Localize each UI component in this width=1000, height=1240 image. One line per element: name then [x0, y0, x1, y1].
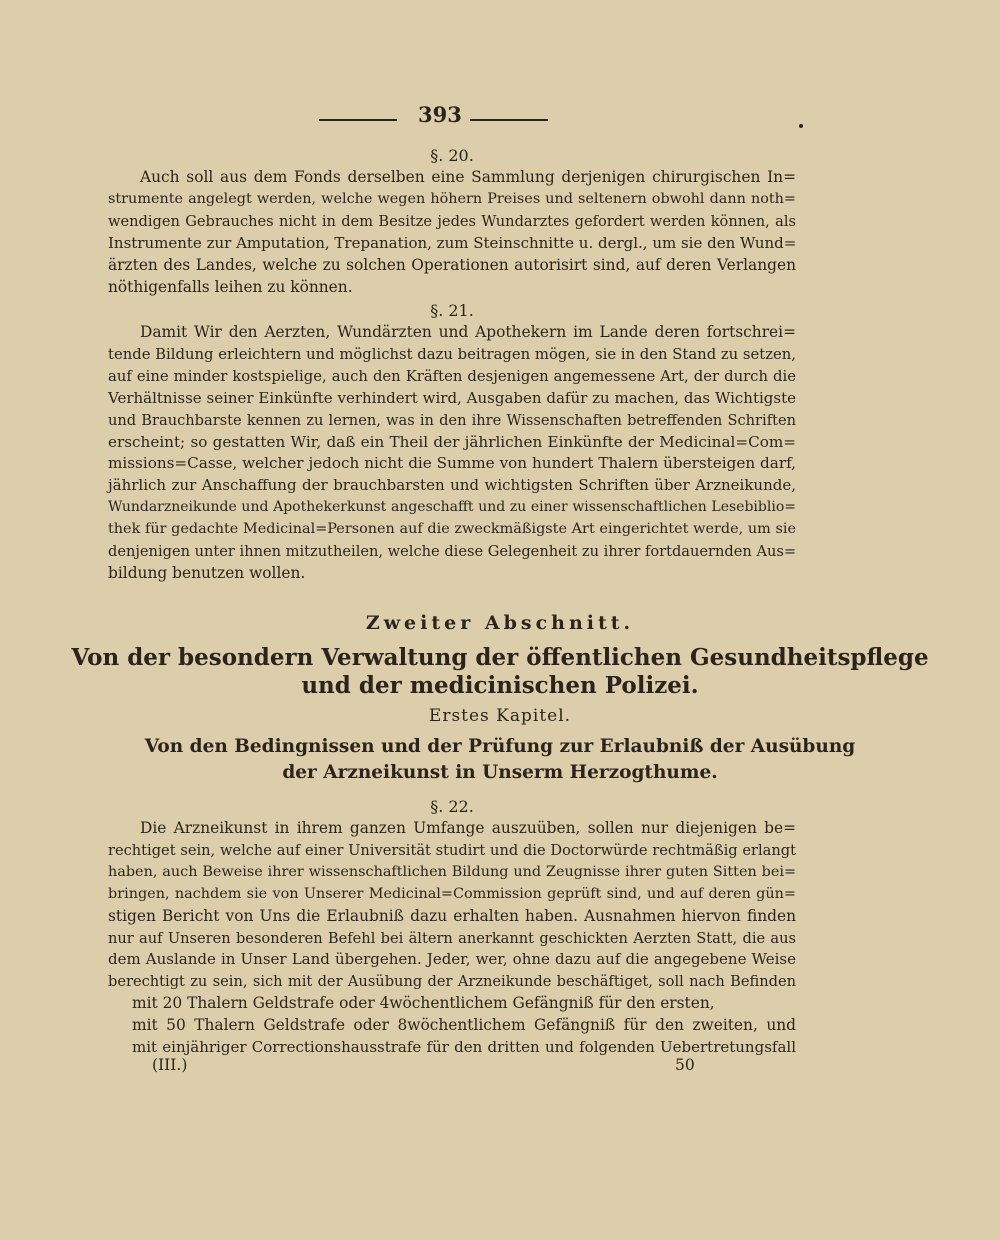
- text-line: und Brauchbarste kennen zu lernen, was in den ihre Wissenschaften betreffenden Schriften: [108, 411, 796, 429]
- text-line: wendigen Gebrauches nicht in dem Besitze jedes Wundarztes gefordert werden können, als: [108, 212, 796, 230]
- text-line: berechtigt zu sein, sich mit der Ausübung der Arzneikunde beschäftiget, soll nach Befinden: [108, 973, 796, 991]
- section-22: [108, 796, 796, 1059]
- header-rule-left: [319, 119, 397, 121]
- text-line: denjenigen unter ihnen mitzutheilen, welche diese Gelegenheit zu ihrer fortdauernden Aus=: [108, 543, 797, 561]
- text-line: Die Arzneikunst in ihrem ganzen Umfange auszuüben, sollen nur diejenigen be=: [140, 819, 796, 837]
- penalty-line: mit einjähriger Correctionshausstrafe für den dritten und folgenden Uebertretungsfall: [132, 1038, 796, 1057]
- page-number: 393: [418, 102, 462, 127]
- paragraph-22: [108, 818, 796, 1059]
- text-line: erscheint; so gestatten Wir, daß ein Theil der jährlichen Einkünfte der Medicinal=Com=: [108, 432, 796, 451]
- chapter-title-line-1: Von den Bedingnissen und der Prüfung zur Erlaubniß der Ausübung: [144, 736, 856, 757]
- text-line: Auch soll aus dem Fonds derselben eine Sammlung derjenigen chirurgischen In=: [140, 168, 796, 186]
- section-20: [108, 145, 796, 298]
- signature-mark: (III.): [152, 1056, 188, 1074]
- paragraph-21: [108, 322, 796, 585]
- section-mark-21: §. 21.: [430, 301, 474, 320]
- penalty-line: mit 50 Thalern Geldstrafe oder 8wöchentlichem Gefängniß für den zweiten, und: [132, 1016, 796, 1035]
- sheet-number: 50: [675, 1056, 695, 1074]
- chapter-heading: Erstes Kapitel.: [428, 706, 572, 726]
- section-mark-22: §. 22.: [430, 797, 474, 816]
- text-line: stigen Bericht von Uns die Erlaubniß dazu erhalten haben. Ausnahmen hiervon finden: [108, 906, 796, 925]
- text-line: Instrumente zur Amputation, Trepanation, zum Steinschnitte u. dergl., um sie den Wund=: [108, 233, 797, 252]
- text-line: strumente angelegt werden, welche wegen höhern Preises und seltenern obwohl dann noth=: [108, 190, 796, 207]
- section-21: [108, 300, 796, 585]
- text-line: Verhältnisse seiner Einkünfte verhindert wird, Ausgaben dafür zu machen, das Wichtigste: [108, 388, 796, 407]
- penalty-line: mit 20 Thalern Geldstrafe oder 4wöchentlichem Gefängniß für den ersten,: [132, 994, 715, 1013]
- section-title-line-2: und der medicinischen Polizei.: [301, 672, 699, 699]
- text-line: bildung benutzen wollen.: [108, 563, 306, 582]
- text-line: auf eine minder kostspielige, auch den Kräften desjenigen angemessene Art, der durch die: [108, 367, 796, 385]
- paragraph-20: [108, 167, 796, 298]
- page-header: [0, 100, 1000, 134]
- text-line: Damit Wir den Aerzten, Wundärzten und Apothekern im Lande deren fortschrei=: [140, 323, 796, 341]
- section-mark-20: §. 20.: [430, 146, 474, 165]
- ink-dot: [799, 124, 803, 128]
- section-heading: Zweiter Abschnitt.: [365, 612, 635, 634]
- section-title-line-1: Von der besondern Verwaltung der öffentlichen Gesundheitspflege: [71, 644, 929, 671]
- text-line: ärzten des Landes, welche zu solchen Operationen autorisirt sind, auf deren Verlangen: [108, 255, 796, 274]
- text-line: bringen, nachdem sie von Unserer Medicinal=Commission geprüft sind, und auf deren gün=: [108, 885, 796, 902]
- text-line: nur auf Unseren besonderen Befehl bei ältern anerkannt geschickten Aerzten Statt, die aus: [108, 929, 796, 947]
- chapter-title-line-2: der Arzneikunst in Unserm Herzogthume.: [282, 762, 718, 783]
- header-rule-right: [470, 119, 548, 121]
- text-line: dem Auslande in Unser Land übergehen. Jeder, wer, ohne dazu auf die angegebene Weise: [108, 950, 796, 969]
- text-line: rechtiget sein, welche auf einer Universität studirt und die Doctorwürde rechtmäßig erlangt: [108, 841, 796, 859]
- text-line: missions=Casse, welcher jedoch nicht die Summe von hundert Thalern übersteigen darf,: [108, 454, 796, 473]
- text-line: Wundarzneikunde und Apothekerkunst angeschafft und zu einer wissenschaftlichen Lesebiblio=: [108, 499, 796, 516]
- text-line: nöthigenfalls leihen zu können.: [108, 277, 353, 296]
- text-line: tende Bildung erleichtern und möglichst dazu beitragen mögen, sie in den Stand zu setzen,: [108, 345, 796, 363]
- text-line: haben, auch Beweise ihrer wissenschaftlichen Bildung und Zeugnisse ihrer guten Sitten bei=: [108, 863, 796, 880]
- text-line: jährlich zur Anschaffung der brauchbarsten und wichtigsten Schriften über Arzneikunde,: [108, 476, 796, 495]
- text-line: thek für gedachte Medicinal=Personen auf die zweckmäßigste Art eingerichtet werde, um sie: [108, 521, 796, 538]
